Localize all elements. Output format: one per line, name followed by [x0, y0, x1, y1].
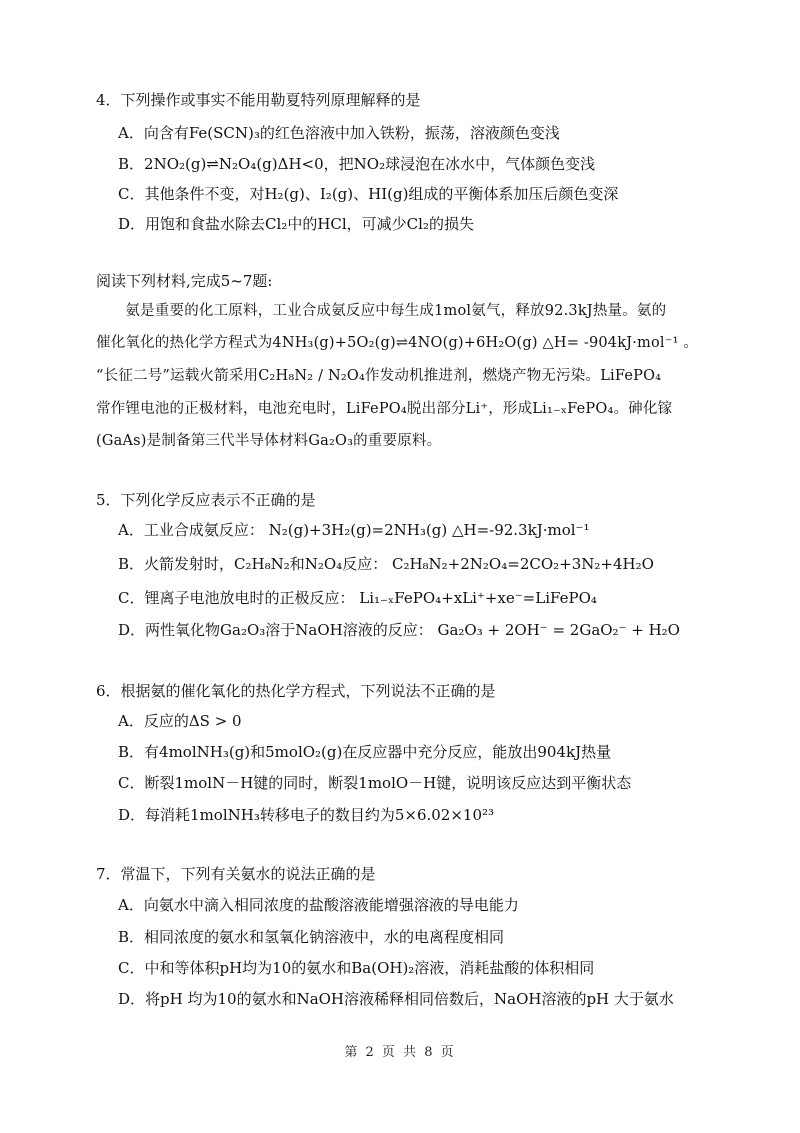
question-6-option-a: A．反应的ΔS > 0 — [118, 712, 242, 730]
question-6-stem: 6．根据氨的催化氧化的热化学方程式，下列说法不正确的是 — [96, 682, 496, 700]
question-5-option-d: D．两性氧化物Ga₂O₃溶于NaOH溶液的反应： Ga₂O₃ + 2OH⁻ = 2GaO₂⁻ + H₂O — [118, 621, 680, 639]
reading-line-3: “长征二号”运载火箭采用C₂H₈N₂ / N₂O₄作发动机推进剂，燃烧产物无污染。LiFePO₄ — [96, 368, 662, 384]
question-7-option-b: B．相同浓度的氨水和氢氧化钠溶液中，水的电离程度相同 — [118, 928, 505, 946]
question-7-option-d: D．将pH 均为10的氨水和NaOH溶液稀释相同倍数后，NaOH溶液的pH 大于氨水 — [118, 990, 674, 1008]
reading-line-4: 常作锂电池的正极材料，电池充电时，LiFePO₄脱出部分Li⁺，形成Li₁₋ₓFePO₄。砷化镓 — [96, 401, 673, 417]
reading-line-1: 氨是重要的化工原料，工业合成氨反应中每生成1mol氨气，释放92.3kJ热量。氨的 — [96, 303, 667, 319]
question-4-stem: 4．下列操作或事实不能用勒夏特列原理解释的是 — [96, 91, 421, 109]
question-4-option-a: A．向含有Fe(SCN)₃的红色溶液中加入铁粉，振荡，溶液颜色变浅 — [118, 124, 560, 142]
question-4-option-b: B．2NO₂(g)⇌N₂O₄(g)ΔH<0，把NO₂球浸泡在冰水中，气体颜色变浅 — [118, 155, 596, 173]
question-5-option-a: A．工业合成氨反应： N₂(g)+3H₂(g)=2NH₃(g) △H=-92.3kJ·mol⁻¹ — [118, 521, 590, 539]
reading-line-2: 催化氧化的热化学方程式为4NH₃(g)+5O₂(g)⇌4NO(g)+6H₂O(g) △H= -904kJ·mol⁻¹ 。 — [96, 335, 699, 351]
question-7-option-c: C．中和等体积pH均为10的氨水和Ba(OH)₂溶液，消耗盐酸的体积相同 — [118, 959, 595, 977]
reading-intro: 阅读下列材料,完成5~7题: — [96, 272, 273, 290]
question-6-option-b: B．有4molNH₃(g)和5molO₂(g)在反应器中充分反应，能放出904kJ热量 — [118, 743, 612, 761]
question-6-option-c: C．断裂1molN－H键的同时，断裂1molO－H键，说明该反应达到平衡状态 — [118, 774, 632, 792]
reading-line-5: (GaAs)是制备第三代半导体材料Ga₂O₃的重要原料。 — [96, 433, 442, 449]
question-4-option-c: C．其他条件不变，对H₂(g)、I₂(g)、HI(g)组成的平衡体系加压后颜色变深 — [118, 185, 619, 203]
page-footer: 第 2 页 共 8 页 — [344, 1045, 456, 1060]
question-5-option-b: B．火箭发射时，C₂H₈N₂和N₂O₄反应： C₂H₈N₂+2N₂O₄=2CO₂+3N₂+4H₂O — [118, 555, 654, 573]
question-5-stem: 5．下列化学反应表示不正确的是 — [96, 491, 316, 509]
question-6-option-d: D．每消耗1molNH₃转移电子的数目约为5×6.02×10²³ — [118, 806, 495, 824]
question-7-stem: 7．常温下，下列有关氨水的说法正确的是 — [96, 865, 376, 883]
question-5-option-c: C．锂离子电池放电时的正极反应： Li₁₋ₓFePO₄+xLi⁺+xe⁻=LiFePO₄ — [118, 589, 597, 607]
question-4-option-d: D．用饱和食盐水除去Cl₂中的HCl，可减少Cl₂的损失 — [118, 215, 474, 233]
question-7-option-a: A．向氨水中滴入相同浓度的盐酸溶液能增强溶液的导电能力 — [118, 896, 519, 914]
